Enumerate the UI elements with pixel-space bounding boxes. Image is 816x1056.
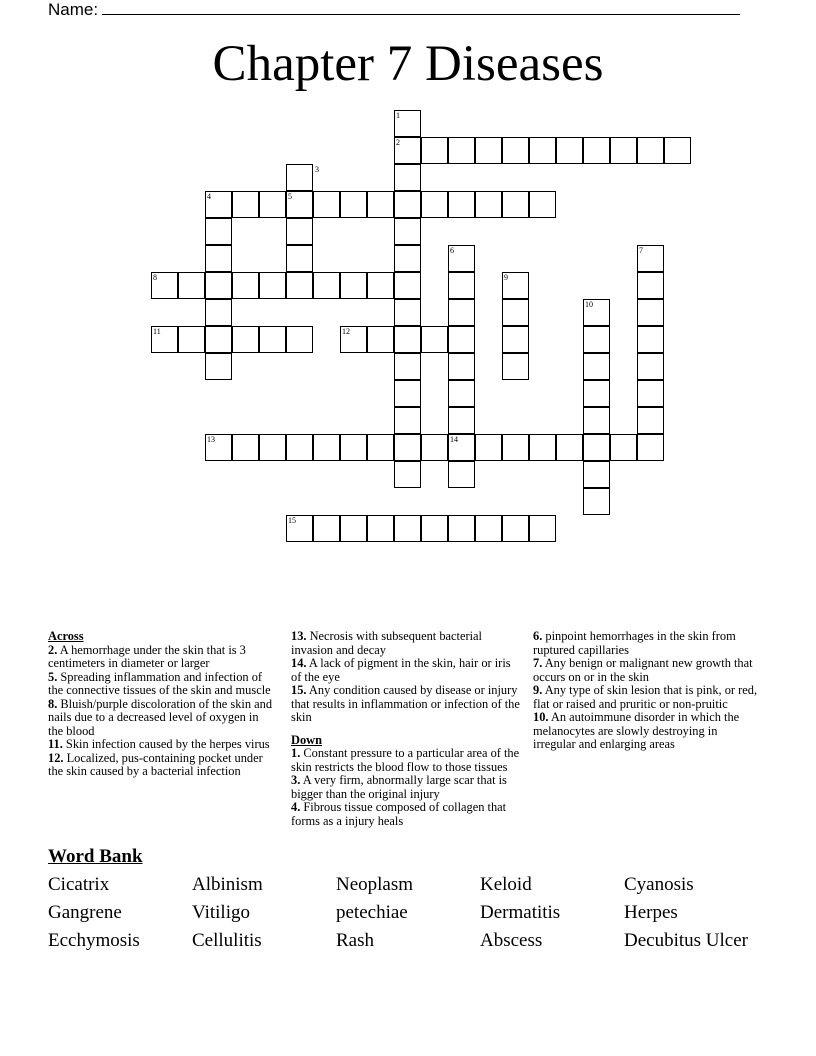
crossword-cell[interactable] bbox=[340, 434, 367, 461]
crossword-cell[interactable] bbox=[394, 407, 421, 434]
clue-number-label: 5 bbox=[288, 192, 292, 201]
crossword-cell[interactable] bbox=[286, 326, 313, 353]
clue-text: pinpoint hemorrhages in the skin from ruptured capillaries bbox=[533, 629, 736, 657]
clue-num: 10. bbox=[533, 710, 549, 724]
crossword-cell[interactable] bbox=[394, 299, 421, 326]
word-bank-item: Vitiligo bbox=[192, 902, 250, 923]
clue-number-label: 7 bbox=[639, 246, 643, 255]
clue-number-label: 8 bbox=[153, 273, 157, 282]
crossword-cell[interactable] bbox=[448, 191, 475, 218]
crossword-cell[interactable] bbox=[286, 245, 313, 272]
word-bank-item: Abscess bbox=[480, 930, 543, 951]
crossword-cell[interactable] bbox=[421, 326, 448, 353]
crossword-cell[interactable] bbox=[664, 137, 691, 164]
word-bank-item: Cicatrix bbox=[48, 874, 110, 895]
crossword-cell[interactable] bbox=[502, 353, 529, 380]
crossword-cell[interactable] bbox=[475, 434, 502, 461]
clue-text: A hemorrhage under the skin that is 3 centimeters in diameter or larger bbox=[48, 642, 246, 670]
crossword-cell[interactable] bbox=[340, 272, 367, 299]
crossword-cell[interactable] bbox=[502, 299, 529, 326]
name-label: Name: bbox=[48, 0, 99, 19]
clue-item bbox=[291, 657, 523, 684]
clues-column-1 bbox=[48, 630, 274, 779]
crossword-cell[interactable] bbox=[394, 434, 421, 461]
clue-item bbox=[533, 711, 759, 752]
crossword-cell[interactable] bbox=[394, 272, 421, 299]
crossword-cell[interactable] bbox=[205, 272, 232, 299]
clue-number-label: 10 bbox=[585, 300, 593, 309]
clue-text: A lack of pigment in the skin, hair or iris of the eye bbox=[291, 656, 511, 684]
crossword-cell[interactable] bbox=[502, 515, 529, 542]
crossword-cell[interactable] bbox=[286, 164, 313, 191]
crossword-cell[interactable] bbox=[448, 353, 475, 380]
clue-num: 3. bbox=[291, 773, 301, 787]
clues-column-2 bbox=[291, 630, 523, 828]
clue-num: 12. bbox=[48, 750, 64, 765]
crossword-cell[interactable] bbox=[583, 434, 610, 461]
clue-number-label: 3 bbox=[315, 165, 319, 174]
crossword-cell[interactable] bbox=[583, 137, 610, 164]
clue-item bbox=[291, 801, 523, 828]
crossword-cell[interactable] bbox=[367, 515, 394, 542]
crossword-cell[interactable] bbox=[394, 326, 421, 353]
word-bank-item: petechiae bbox=[336, 902, 408, 923]
crossword-cell[interactable] bbox=[448, 515, 475, 542]
word-bank-item: Decubitus Ulcer bbox=[624, 930, 748, 951]
clue-number-label: 2 bbox=[396, 138, 400, 147]
clue-text: Any condition caused by disease or injury that results in inflammation or infection of the skin bbox=[291, 683, 520, 724]
clue-num: 11. bbox=[48, 737, 63, 751]
clue-item bbox=[533, 630, 759, 657]
crossword-cell[interactable] bbox=[448, 272, 475, 299]
clue-number-label: 1 bbox=[396, 111, 400, 120]
crossword-cell[interactable] bbox=[394, 515, 421, 542]
clue-number-label: 13 bbox=[207, 435, 215, 444]
clue-number-label: 9 bbox=[504, 273, 508, 282]
crossword-cell[interactable] bbox=[259, 191, 286, 218]
crossword-cell[interactable] bbox=[232, 434, 259, 461]
word-bank-item: Gangrene bbox=[48, 902, 122, 923]
crossword-cell[interactable] bbox=[448, 407, 475, 434]
clue-num: 1. bbox=[291, 746, 301, 760]
clue-item bbox=[291, 684, 523, 725]
clue-item bbox=[48, 671, 274, 698]
crossword-cell[interactable] bbox=[205, 218, 232, 245]
crossword-cell[interactable] bbox=[394, 164, 421, 191]
crossword-cell[interactable] bbox=[502, 326, 529, 353]
crossword-cell[interactable] bbox=[205, 245, 232, 272]
clue-item bbox=[48, 752, 274, 779]
word-bank bbox=[48, 874, 788, 952]
crossword-cell[interactable] bbox=[394, 191, 421, 218]
clue-number-label: 6 bbox=[450, 246, 454, 255]
crossword-cell[interactable] bbox=[340, 191, 367, 218]
crossword-cell[interactable] bbox=[232, 272, 259, 299]
crossword-cell[interactable] bbox=[286, 218, 313, 245]
down-heading: Down bbox=[291, 732, 322, 747]
word-bank-item: Cellulitis bbox=[192, 930, 262, 951]
crossword-cell[interactable] bbox=[367, 272, 394, 299]
crossword-cell[interactable] bbox=[313, 434, 340, 461]
crossword-cell[interactable] bbox=[421, 515, 448, 542]
crossword-cell[interactable] bbox=[448, 461, 475, 488]
clue-text: Localized, pus-containing pocket under the skin caused by a bacterial infection bbox=[48, 750, 263, 778]
clue-num: 15. bbox=[291, 683, 307, 697]
clue-text: Constant pressure to a particular area of the skin restricts the blood flow to those tissues bbox=[291, 746, 520, 774]
crossword-cell[interactable] bbox=[394, 380, 421, 407]
crossword-cell[interactable] bbox=[529, 191, 556, 218]
crossword-cell[interactable] bbox=[637, 380, 664, 407]
clue-num: 5. bbox=[48, 669, 58, 684]
crossword-cell[interactable] bbox=[583, 407, 610, 434]
crossword-cell[interactable] bbox=[502, 434, 529, 461]
crossword-cell[interactable] bbox=[421, 434, 448, 461]
clue-num: 8. bbox=[48, 696, 58, 711]
word-bank-item: Rash bbox=[336, 930, 374, 951]
clue-num: 2. bbox=[48, 642, 58, 657]
clue-number-label: 15 bbox=[288, 516, 296, 525]
crossword-cell[interactable] bbox=[313, 515, 340, 542]
clue-text: Fibrous tissue composed of collagen that forms as a injury heals bbox=[291, 800, 507, 828]
clue-text: Any type of skin lesion that is pink, or red, flat or raised and pruritic or non-pruitic bbox=[533, 683, 758, 711]
crossword-cell[interactable] bbox=[637, 407, 664, 434]
crossword-cell[interactable] bbox=[448, 326, 475, 353]
crossword-cell[interactable] bbox=[205, 353, 232, 380]
crossword-cell[interactable] bbox=[313, 191, 340, 218]
crossword-cell[interactable] bbox=[448, 137, 475, 164]
crossword-cell[interactable] bbox=[529, 434, 556, 461]
word-bank-item: Cyanosis bbox=[624, 874, 694, 895]
crossword-cell[interactable] bbox=[529, 137, 556, 164]
crossword-cell[interactable] bbox=[394, 218, 421, 245]
crossword-cell[interactable] bbox=[178, 272, 205, 299]
crossword-cell[interactable] bbox=[637, 326, 664, 353]
clue-item bbox=[291, 747, 523, 774]
clue-num: 13. bbox=[291, 629, 307, 643]
crossword-cell[interactable] bbox=[475, 191, 502, 218]
crossword-cell[interactable] bbox=[394, 353, 421, 380]
crossword-cell[interactable] bbox=[448, 380, 475, 407]
crossword-cell[interactable] bbox=[259, 272, 286, 299]
clue-number-label: 4 bbox=[207, 192, 211, 201]
crossword-cell[interactable] bbox=[205, 326, 232, 353]
clue-number-label: 11 bbox=[153, 327, 161, 336]
crossword-cell[interactable] bbox=[610, 137, 637, 164]
crossword-cell[interactable] bbox=[637, 299, 664, 326]
crossword-cell[interactable] bbox=[259, 326, 286, 353]
across-heading: Across bbox=[48, 629, 84, 643]
clue-text: Spreading inflammation and infection of the connective tissues of the skin and muscle bbox=[48, 669, 271, 697]
word-bank-item: Dermatitis bbox=[480, 902, 561, 923]
crossword-cell[interactable] bbox=[637, 137, 664, 164]
clue-num: 14. bbox=[291, 656, 307, 670]
crossword-cell[interactable] bbox=[367, 326, 394, 353]
clue-text: A very firm, abnormally large scar that is bigger than the original injury bbox=[291, 773, 507, 801]
word-bank-item: Ecchymosis bbox=[48, 930, 140, 951]
word-bank-title: Word Bank bbox=[48, 846, 143, 867]
clue-item bbox=[48, 738, 274, 752]
clue-text: Any benign or malignant new growth that occurs on or in the skin bbox=[533, 656, 753, 684]
crossword-cell[interactable] bbox=[556, 137, 583, 164]
word-bank-item: Keloid bbox=[480, 874, 532, 895]
crossword-cell[interactable] bbox=[556, 434, 583, 461]
crossword-cell[interactable] bbox=[583, 488, 610, 515]
crossword-cell[interactable] bbox=[529, 515, 556, 542]
crossword-cell[interactable] bbox=[232, 326, 259, 353]
crossword-cell[interactable] bbox=[178, 326, 205, 353]
word-bank-item: Herpes bbox=[624, 902, 678, 923]
clue-item bbox=[291, 630, 523, 657]
crossword-cell[interactable] bbox=[313, 272, 340, 299]
crossword-cell[interactable] bbox=[286, 272, 313, 299]
clue-item bbox=[533, 657, 759, 684]
crossword-cell[interactable] bbox=[475, 515, 502, 542]
crossword-cell[interactable] bbox=[232, 191, 259, 218]
crossword-cell[interactable] bbox=[394, 245, 421, 272]
clue-text: Bluish/purple discoloration of the skin and nails due to a decreased level of oxygen in the blood bbox=[48, 696, 273, 738]
crossword-cell[interactable] bbox=[367, 191, 394, 218]
crossword-cell[interactable] bbox=[259, 434, 286, 461]
clue-num: 6. bbox=[533, 629, 543, 643]
clue-number-label: 14 bbox=[450, 435, 458, 444]
crossword-cell[interactable] bbox=[205, 299, 232, 326]
crossword-cell[interactable] bbox=[637, 353, 664, 380]
crossword-cell[interactable] bbox=[286, 434, 313, 461]
word-bank-item: Neoplasm bbox=[336, 874, 414, 895]
crossword-cell[interactable] bbox=[610, 434, 637, 461]
crossword-cell[interactable] bbox=[421, 191, 448, 218]
clue-text: Skin infection caused by the herpes virus bbox=[65, 737, 270, 751]
crossword-cell[interactable] bbox=[583, 380, 610, 407]
crossword-cell[interactable] bbox=[583, 326, 610, 353]
crossword-cell[interactable] bbox=[340, 515, 367, 542]
page-title: Chapter 7 Diseases bbox=[212, 36, 604, 92]
crossword-cell[interactable] bbox=[583, 461, 610, 488]
clue-item bbox=[48, 644, 274, 671]
clue-number-label: 12 bbox=[342, 327, 350, 336]
crossword-cell[interactable] bbox=[502, 191, 529, 218]
clue-num: 9. bbox=[533, 683, 543, 697]
clue-item bbox=[533, 684, 759, 711]
crossword-cell[interactable] bbox=[448, 299, 475, 326]
crossword-cell[interactable] bbox=[394, 461, 421, 488]
clues-column-3 bbox=[533, 630, 759, 752]
crossword-cell[interactable] bbox=[421, 137, 448, 164]
crossword-cell[interactable] bbox=[583, 353, 610, 380]
clue-item bbox=[48, 698, 274, 739]
crossword-cell[interactable] bbox=[502, 137, 529, 164]
crossword-cell[interactable] bbox=[637, 272, 664, 299]
clue-num: 7. bbox=[533, 656, 543, 670]
clue-item bbox=[291, 774, 523, 801]
clue-text: An autoimmune disorder in which the melanocytes are slowly destroying in irregular and enlarging areas bbox=[533, 710, 740, 751]
word-bank-item: Albinism bbox=[192, 874, 263, 895]
clue-text: Necrosis with subsequent bacterial invasion and decay bbox=[291, 629, 482, 657]
crossword-cell[interactable] bbox=[367, 434, 394, 461]
crossword-cell[interactable] bbox=[637, 434, 664, 461]
clue-num: 4. bbox=[291, 800, 301, 814]
crossword-cell[interactable] bbox=[475, 137, 502, 164]
